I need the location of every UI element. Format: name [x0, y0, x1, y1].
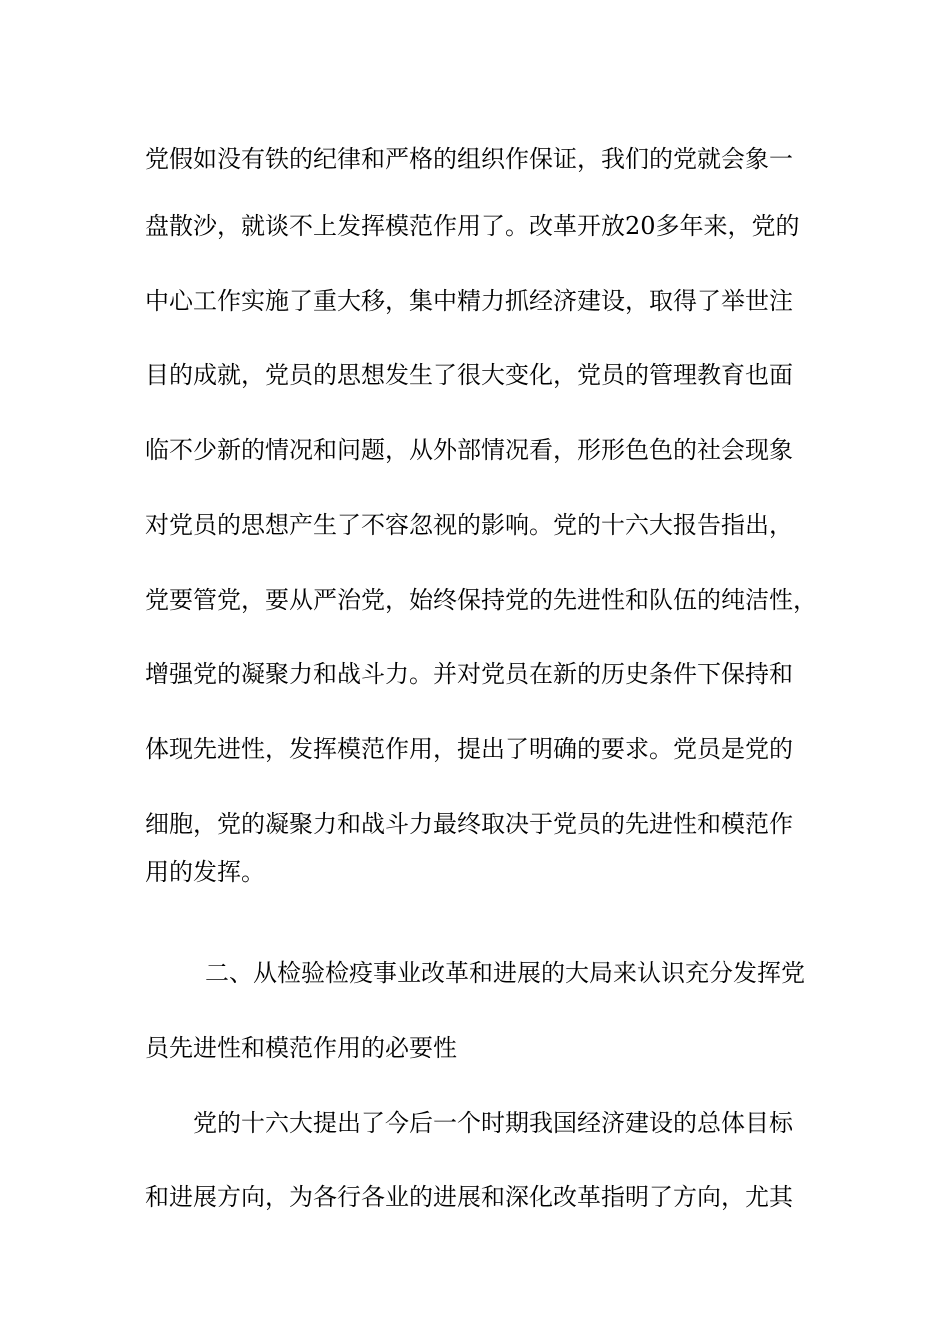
- text-line: 目的成就，党员的思想发生了很大变化，党员的管理教育也面: [145, 361, 793, 389]
- text-line: 党假如没有铁的纪律和严格的组织作保证，我们的党就会象一: [145, 145, 793, 173]
- text-line: 增强党的凝聚力和战斗力。并对党员在新的历史条件下保持和: [145, 660, 793, 688]
- text-line: 盘散沙，就谈不上发挥模范作用了。改革开放20多年来，党的: [145, 212, 800, 240]
- text-line: 细胞，党的凝聚力和战斗力最终取决于党员的先进性和模范作: [145, 810, 793, 838]
- text-line: 中心工作实施了重大移，集中精力抓经济建设，取得了举世注: [145, 287, 793, 315]
- section-heading-line: 二、从检验检疫事业改革和进展的大局来认识充分发挥党: [205, 959, 805, 987]
- text-line: 临不少新的情况和问题，从外部情况看，形形色色的社会现象: [145, 436, 793, 464]
- section-heading-line: 员先进性和模范作用的必要性: [145, 1034, 457, 1062]
- text-line: 对党员的思想产生了不容忽视的影响。党的十六大报告指出，: [145, 511, 793, 539]
- text-line: 党要管党，要从严治党，始终保持党的先进性和队伍的纯洁性，: [145, 586, 817, 614]
- text-line: 党的十六大提出了今后一个时期我国经济建设的总体目标: [193, 1109, 793, 1137]
- text-line: 体现先进性，发挥模范作用，提出了明确的要求。党员是党的: [145, 735, 793, 763]
- text-line: 和进展方向，为各行各业的进展和深化改革指明了方向，尤其: [145, 1183, 793, 1211]
- text-line: 用的发挥。: [145, 858, 265, 886]
